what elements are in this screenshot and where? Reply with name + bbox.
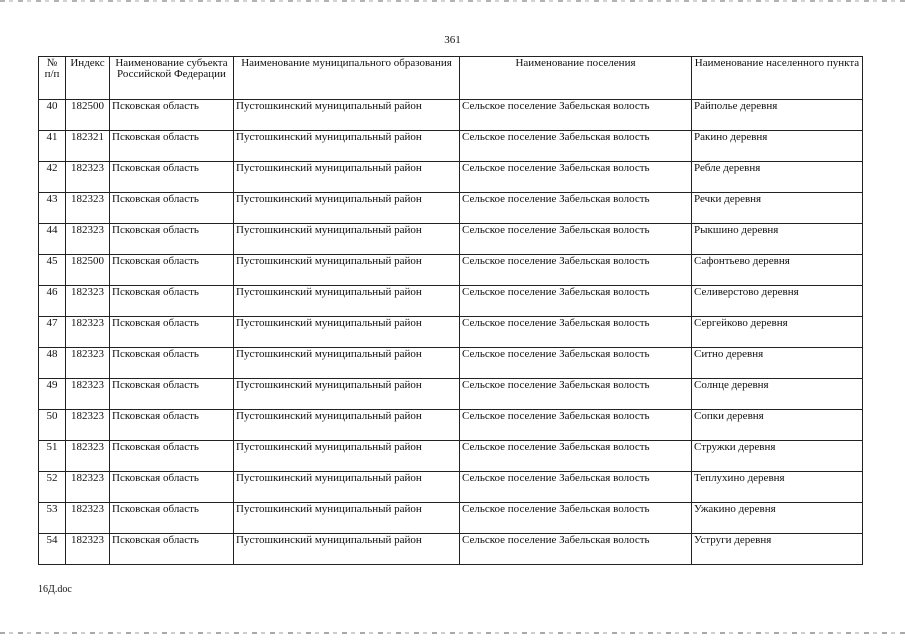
cell-municipality: Пустошкинский муниципальный район <box>234 224 460 255</box>
cell-municipality: Пустошкинский муниципальный район <box>234 162 460 193</box>
cell-locality: Ужакино деревня <box>692 503 863 534</box>
cell-settlement: Сельское поселение Забельская волость <box>460 534 692 565</box>
table-row <box>39 193 863 224</box>
scan-edge-bottom <box>0 632 905 634</box>
cell-index: 182323 <box>66 286 110 317</box>
cell-settlement: Сельское поселение Забельская волость <box>460 410 692 441</box>
cell-num: 48 <box>39 348 66 379</box>
header-subject: Наименование субъекта Российской Федерации <box>110 57 234 100</box>
cell-num: 53 <box>39 503 66 534</box>
footer-filename: 16Д.doc <box>38 584 72 595</box>
cell-municipality: Пустошкинский муниципальный район <box>234 193 460 224</box>
cell-subject: Псковская область <box>110 379 234 410</box>
cell-municipality: Пустошкинский муниципальный район <box>234 379 460 410</box>
cell-locality: Ракино деревня <box>692 131 863 162</box>
cell-locality: Ситно деревня <box>692 348 863 379</box>
table-row <box>39 534 863 565</box>
cell-municipality: Пустошкинский муниципальный район <box>234 410 460 441</box>
cell-settlement: Сельское поселение Забельская волость <box>460 255 692 286</box>
cell-index: 182323 <box>66 317 110 348</box>
table-row <box>39 410 863 441</box>
cell-subject: Псковская область <box>110 224 234 255</box>
cell-num: 52 <box>39 472 66 503</box>
cell-locality: Рыкшино деревня <box>692 224 863 255</box>
table-row <box>39 348 863 379</box>
cell-locality: Уструги деревня <box>692 534 863 565</box>
cell-index: 182500 <box>66 255 110 286</box>
cell-subject: Псковская область <box>110 162 234 193</box>
cell-settlement: Сельское поселение Забельская волость <box>460 286 692 317</box>
cell-index: 182323 <box>66 534 110 565</box>
settlements-table <box>38 56 863 565</box>
cell-num: 47 <box>39 317 66 348</box>
cell-subject: Псковская область <box>110 131 234 162</box>
cell-index: 182323 <box>66 193 110 224</box>
cell-locality: Речки деревня <box>692 193 863 224</box>
cell-subject: Псковская область <box>110 410 234 441</box>
cell-num: 45 <box>39 255 66 286</box>
table-row <box>39 503 863 534</box>
cell-municipality: Пустошкинский муниципальный район <box>234 317 460 348</box>
cell-subject: Псковская область <box>110 317 234 348</box>
cell-locality: Сопки деревня <box>692 410 863 441</box>
table-row <box>39 441 863 472</box>
cell-subject: Псковская область <box>110 348 234 379</box>
header-num: № п/п <box>39 57 66 100</box>
table-row <box>39 379 863 410</box>
cell-index: 182323 <box>66 162 110 193</box>
cell-settlement: Сельское поселение Забельская волость <box>460 503 692 534</box>
header-settlement: Наименование поселения <box>460 57 692 100</box>
cell-settlement: Сельское поселение Забельская волость <box>460 100 692 131</box>
header-municipality: Наименование муниципального образования <box>234 57 460 100</box>
cell-index: 182323 <box>66 441 110 472</box>
cell-subject: Псковская область <box>110 255 234 286</box>
table-header-row <box>39 57 863 100</box>
cell-subject: Псковская область <box>110 100 234 131</box>
cell-subject: Псковская область <box>110 286 234 317</box>
header-index: Индекс <box>66 57 110 100</box>
cell-locality: Селиверстово деревня <box>692 286 863 317</box>
cell-index: 182323 <box>66 472 110 503</box>
cell-subject: Псковская область <box>110 441 234 472</box>
cell-locality: Солнце деревня <box>692 379 863 410</box>
cell-subject: Псковская область <box>110 534 234 565</box>
cell-index: 182323 <box>66 348 110 379</box>
cell-num: 41 <box>39 131 66 162</box>
table-row <box>39 286 863 317</box>
cell-locality: Теплухино деревня <box>692 472 863 503</box>
table-row <box>39 317 863 348</box>
cell-index: 182321 <box>66 131 110 162</box>
cell-index: 182323 <box>66 224 110 255</box>
cell-num: 43 <box>39 193 66 224</box>
cell-num: 44 <box>39 224 66 255</box>
table-row <box>39 224 863 255</box>
cell-municipality: Пустошкинский муниципальный район <box>234 534 460 565</box>
cell-num: 46 <box>39 286 66 317</box>
cell-municipality: Пустошкинский муниципальный район <box>234 100 460 131</box>
cell-municipality: Пустошкинский муниципальный район <box>234 441 460 472</box>
cell-num: 50 <box>39 410 66 441</box>
cell-num: 51 <box>39 441 66 472</box>
cell-locality: Ребле деревня <box>692 162 863 193</box>
cell-num: 54 <box>39 534 66 565</box>
cell-municipality: Пустошкинский муниципальный район <box>234 503 460 534</box>
cell-locality: Сергейково деревня <box>692 317 863 348</box>
cell-num: 40 <box>39 100 66 131</box>
cell-locality: Сафонтьево деревня <box>692 255 863 286</box>
scan-edge-top <box>0 0 905 2</box>
cell-municipality: Пустошкинский муниципальный район <box>234 348 460 379</box>
table-row <box>39 131 863 162</box>
cell-num: 49 <box>39 379 66 410</box>
cell-settlement: Сельское поселение Забельская волость <box>460 441 692 472</box>
cell-settlement: Сельское поселение Забельская волость <box>460 162 692 193</box>
cell-index: 182323 <box>66 410 110 441</box>
cell-settlement: Сельское поселение Забельская волость <box>460 348 692 379</box>
cell-subject: Псковская область <box>110 193 234 224</box>
cell-municipality: Пустошкинский муниципальный район <box>234 472 460 503</box>
table-row <box>39 100 863 131</box>
cell-settlement: Сельское поселение Забельская волость <box>460 472 692 503</box>
cell-index: 182500 <box>66 100 110 131</box>
cell-settlement: Сельское поселение Забельская волость <box>460 224 692 255</box>
cell-index: 182323 <box>66 379 110 410</box>
cell-settlement: Сельское поселение Забельская волость <box>460 193 692 224</box>
cell-num: 42 <box>39 162 66 193</box>
cell-subject: Псковская область <box>110 472 234 503</box>
table-row <box>39 162 863 193</box>
cell-municipality: Пустошкинский муниципальный район <box>234 255 460 286</box>
table-body <box>39 100 863 565</box>
header-locality: Наименование населенного пункта <box>692 57 863 100</box>
cell-subject: Псковская область <box>110 503 234 534</box>
cell-settlement: Сельское поселение Забельская волость <box>460 379 692 410</box>
cell-settlement: Сельское поселение Забельская волость <box>460 131 692 162</box>
cell-municipality: Пустошкинский муниципальный район <box>234 286 460 317</box>
cell-municipality: Пустошкинский муниципальный район <box>234 131 460 162</box>
cell-locality: Стружки деревня <box>692 441 863 472</box>
cell-index: 182323 <box>66 503 110 534</box>
cell-locality: Райполье деревня <box>692 100 863 131</box>
table-row <box>39 255 863 286</box>
page-number: 361 <box>444 34 461 46</box>
table-row <box>39 472 863 503</box>
cell-settlement: Сельское поселение Забельская волость <box>460 317 692 348</box>
